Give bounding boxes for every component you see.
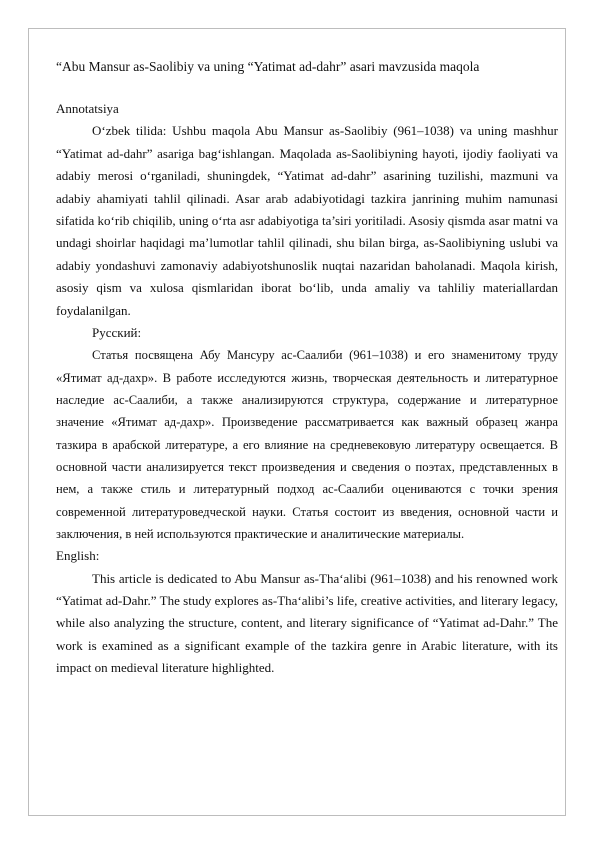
english-label: English: — [56, 548, 100, 564]
russian-abstract: Статья посвящена Абу Мансуру ас-Саалиби (961–1038) и его знаменитому труду «Ятимат ад-дахр». В работе исследуются жизнь, творческая деятельность и литературное наследие ас-Саалиби, а также анализируются структура, содержание и литературное значение «Ятимат ад-дахр». Произведение рассматривается как важный образец жанра тазкира в арабской литературе, а его влияние на средневековую литературу освещается. В основной части анализируется текст произведения и сведения о поэтах, представленных в нем, а также стиль и литературный подход ас-Саалиби оцениваются с точки зрения современной литературоведческой науки. Статья состоит из введения, основной части и заключения, в ней используются практические и аналитические материалы. — [56, 348, 558, 541]
document-body — [56, 56, 558, 680]
title-spacer — [56, 78, 558, 98]
russian-label: Русский: — [92, 325, 142, 341]
annotation-heading: Annotatsiya — [56, 101, 119, 116]
english-abstract: This article is dedicated to Abu Mansur as-Tha‘alibi (961–1038) and his renowned work “Yatimat ad-Dahr.” The study explores as-Tha‘alibi’s life, creative activities, and literary legacy, while also analyzing the structure, content, and literary significance of “Yatimat ad-Dahr.” The work is examined as a significant example of the tazkira genre in Arabic literature, with its impact on medieval literature highlighted. — [56, 570, 558, 676]
document-title: “Abu Mansur as-Saolibiy va uning “Yatimat ad-dahr” asari mavzusida maqola — [56, 59, 480, 74]
uzbek-abstract: O‘zbek tilida: Ushbu maqola Abu Mansur as-Saolibiy (961–1038) va uning mashhur “Yatimat ad-dahr” asariga bag‘ishlangan. Maqolada as-Saolibiyning hayoti, ijodiy faoliyati va adabiy merosi o‘rganiladi, shuningdek, “Yatimat ad-dahr” asarining tuzilishi, mazmuni va adabiy ahamiyati tahlil qilinadi. Asar arab adabiyotidagi tazkira janrining muhim namunasi sifatida ko‘rib chiqilib, uning o‘rta asr adabiyotiga ta’siri yoritiladi. Asosiy qismda asar matni va undagi shoirlar haqidagi ma’lumotlar tahlil qilinadi, shu bilan birga, as-Saolibiyning uslubi va adabiy yondashuvi zamonaviy adabiyotshunoslik nuqtai nazaridan baholanadi. Maqola kirish, asosiy qism va xulosa qismlaridan iborat bo‘lib, unda amaliy va tahliliy materiallardan foydalanilgan. — [56, 123, 558, 318]
